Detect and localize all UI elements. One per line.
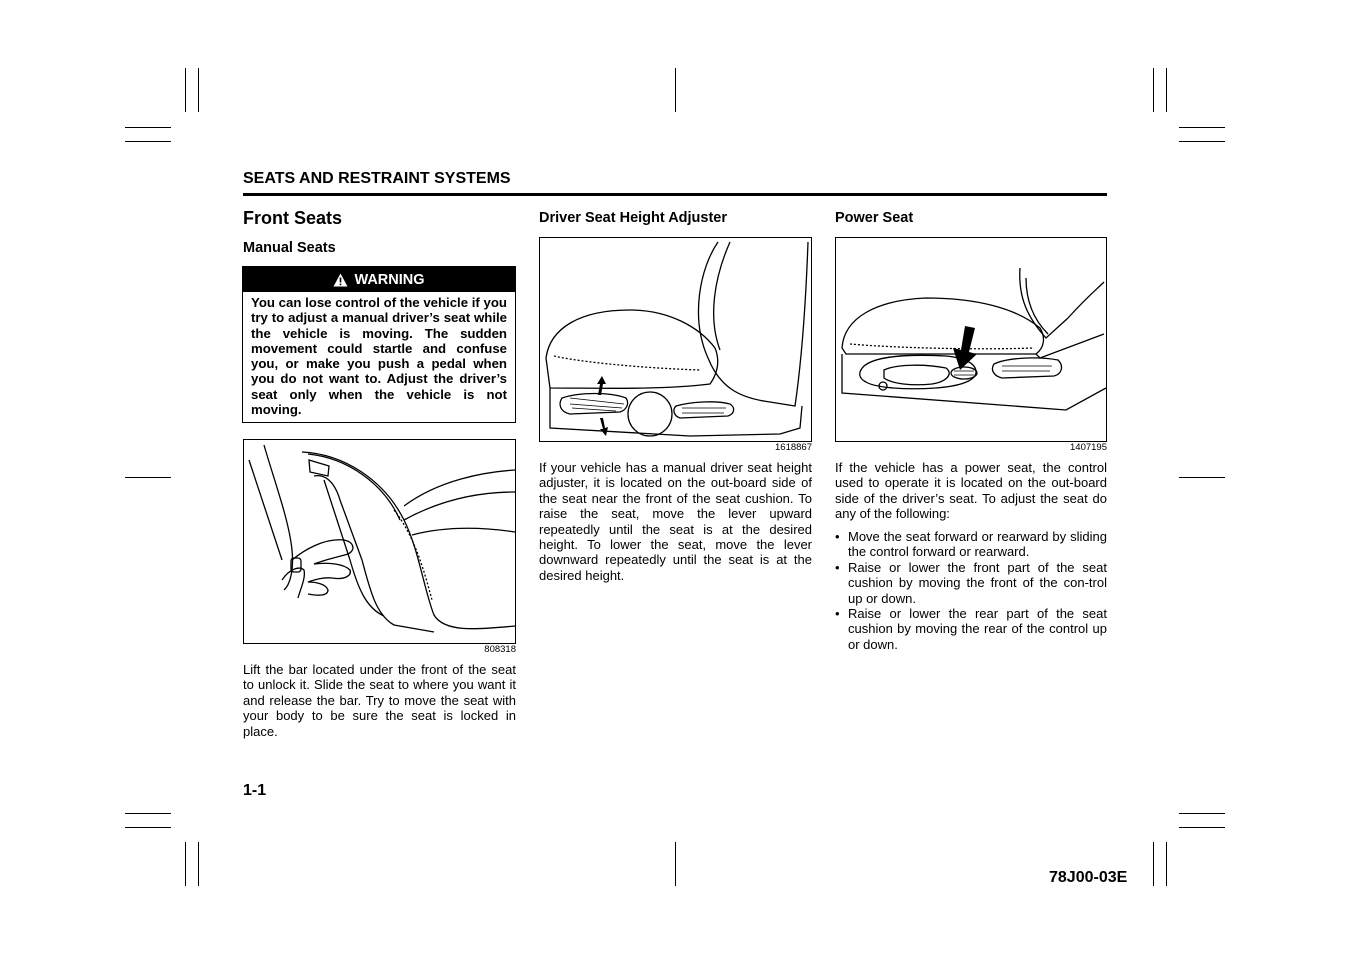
warning-header (243, 267, 515, 292)
page-title: Front Seats (243, 208, 343, 228)
figure-height-adjuster (539, 237, 812, 442)
warning-label: WARNING (354, 271, 425, 288)
section-title-power-seat: Power Seat (835, 210, 914, 226)
figure-number: 1618867 (775, 442, 812, 453)
document-code: 78J00-03E (1049, 869, 1128, 886)
power-seat-illustration (836, 238, 1106, 441)
bullet-list (835, 529, 1107, 652)
figure-number: 1407195 (1070, 442, 1107, 453)
list-item: • Raise or lower the front part of the seat cushion by moving the front of the con-trol up or down. (835, 560, 1107, 606)
body-paragraph: If the vehicle has a power seat, the control used to operate it is located on the out-board side of the driver’s seat. To adjust the seat do any of the following: (835, 460, 1107, 522)
figure-number: 808318 (484, 644, 516, 655)
body-paragraph: Lift the bar located under the front of the seat to unlock it. Slide the seat to where you want it and release the bar. Try to move the seat with your body to be sure the seat is locked in place. (243, 662, 516, 739)
warning-text: You can lose control of the vehicle if you try to adjust a manual driver’s seat while the vehicle is moving. The sudden movement could startle and confuse you, or make you push a pedal when you do not want to. Adjust the driver’s seat only when the vehicle is not moving. (251, 295, 507, 418)
page-number: 1-1 (243, 782, 267, 799)
header-rule (243, 193, 1107, 196)
body-paragraph: If your vehicle has a manual driver seat height adjuster, it is located on the out-board side of the seat near the front of the seat cushion. To raise the seat, move the lever upward repeatedly until the seat is at the desired height. To lower the seat, move the lever downward repeatedly until the seat is at the desired height. (539, 460, 812, 583)
height-adjuster-illustration (540, 238, 811, 441)
warning-triangle-icon (333, 273, 348, 287)
section-header: SEATS AND RESTRAINT SYSTEMS (243, 170, 511, 187)
list-item: • Move the seat forward or rearward by sliding the control forward or rearward. (835, 529, 1107, 560)
list-item: • Raise or lower the rear part of the seat cushion by moving the rear of the control up or down. (835, 606, 1107, 652)
arrow-down-icon (953, 326, 977, 370)
figure-manual-seat-bar (243, 439, 516, 644)
figure-power-seat (835, 237, 1107, 442)
manual-seat-illustration (244, 440, 515, 643)
section-title-height-adjuster: Driver Seat Height Adjuster (539, 210, 728, 226)
subsection-title-manual-seats: Manual Seats (243, 240, 336, 256)
warning-box (242, 266, 516, 423)
